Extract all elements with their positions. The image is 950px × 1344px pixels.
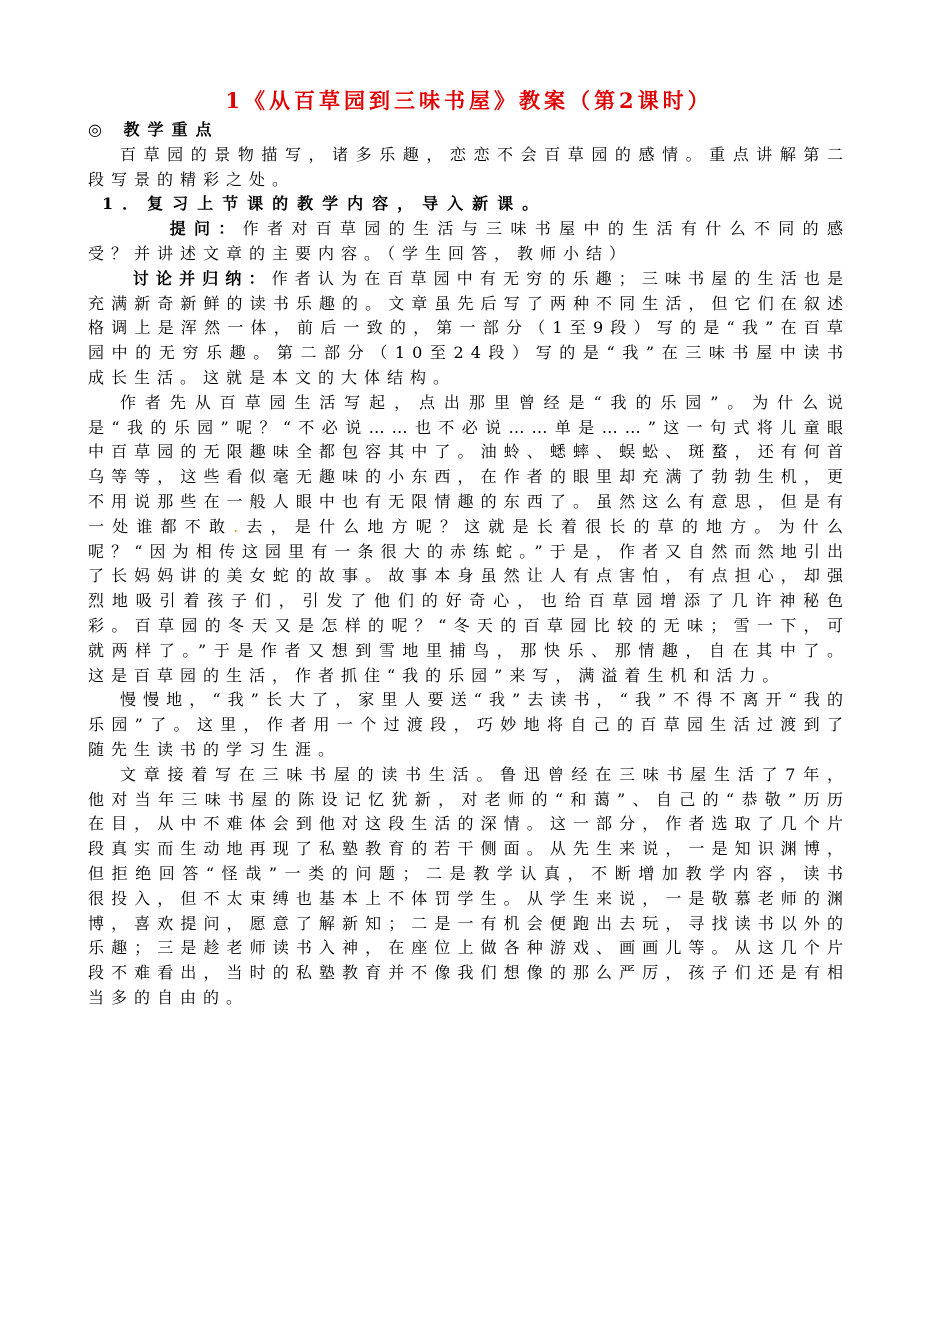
paragraph-transition: 慢慢地，“我”长大了，家里人要送“我”去读书，“我”不得不离开“我的乐园”了。这里，作者用一个过渡段，巧妙地将自己的百草园生活过渡到了随先生读书的学习生涯。 — [88, 690, 850, 759]
question-paragraph — [88, 217, 850, 267]
step-1-heading: 1．复习上节课的教学内容，导入新课。 — [102, 194, 548, 214]
paragraph-sanweishuwu: 文章接着写在三味书屋的读书生活。鲁迅曾经在三味书屋生活了7年，他对当年三味书屋的陈设记忆犹新，对老师的“和蔼”、自己的“恭敬”历历在目，从中不难体会到他对这段生活的深情。这一部分，作者选取了几个片段真实而生动地再现了私塾教育的若干侧面。从先生来说，一是知识渊博，但拒绝回答“怪哉”一类的问题；二是教学认真，不断增加教学内容，读书很投入，但不太束缚也基本上不体罚学生。从学生来说，一是敬慕老师的渊博，喜欢提问，愿意了解新知；二是一有机会便跑出去玩，寻找读书以外的乐趣；三是趁老师读书入神，在座位上做各种游戏、画画儿等。从这几个片段不难看出，当时的私塾教育并不像我们想像的那么严厉，孩子们还是有相当多的自由的。 — [88, 764, 850, 1007]
paragraph-baicaoyuan-part-b: 去，是什么地方呢？这就是长着很长的草的地方。为什么呢？“因为相传这园里有一条很大的赤练蛇。”于是，作者又自然而然地引出了长妈妈讲的美女蛇的故事。故事本身虽然让人有点害怕，有点担心，却强烈地吸引着孩子们，引发了他们的好奇心，也给百草园增添了几许神秘色彩。百草园的冬天又是怎样的呢？“冬天的百草园比较的无味；雪一下，可就两样了。”于是作者又想到雪地里捕鸟，那快乐、那情趣，自在其中了。这是百草园的生活，作者抓住“我的乐园”来写，满溢着生机和活力。 — [88, 516, 850, 685]
paragraph-baicaoyuan — [88, 391, 850, 689]
stray-dot-mark: . — [233, 516, 246, 536]
discussion-paragraph — [88, 267, 850, 391]
question-label: 提问： — [169, 219, 243, 239]
question-text: 作者对百草园的生活与三味书屋中的生活有什么不同的感受？并讲述文章的主要内容。（学生回答，教师小结） — [88, 219, 850, 263]
key-points-text: 百草园的景物描写，诸多乐趣，恋恋不会百草园的感情。重点讲解第二段写景的精彩之处。 — [88, 144, 850, 189]
document-page — [88, 86, 850, 1011]
key-points-heading: ◎ 教学重点 — [88, 120, 220, 139]
paragraph-baicaoyuan-part-a: 作者先从百草园生活写起，点出那里曾经是“我的乐园”。为什么说是“我的乐园”呢？“不必说……也不必说……单是……”这一句式将儿童眼中百草园的无限趣味全都包容其中了。油蛉、蟋蟀、蜈蚣、斑蝥，还有何首乌等等，这些看似毫无趣味的小东西，在作者的眼里却充满了勃勃生机，更不用说那些在一般人眼中也有无限情趣的东西了。虽然这么有意思，但是有一处谁都不敢 — [88, 392, 850, 536]
discussion-text: 作者认为在百草园中有无穷的乐趣；三味书屋的生活也是充满新奇新鲜的读书乐趣的。文章虽先后写了两种不同生活，但它们在叙述格调上是浑然一体，前后一致的，第一部分（1至9段）写的是“我”在百草园中的无穷乐趣。第二部分（10至24段）写的是“我”在三味书屋中读书成长生活。这就是本文的大体结构。 — [88, 268, 850, 387]
document-title: 1《从百草园到三味书屋》教案（第2课时） — [225, 88, 713, 113]
discussion-label: 讨论并归纳： — [132, 268, 272, 288]
